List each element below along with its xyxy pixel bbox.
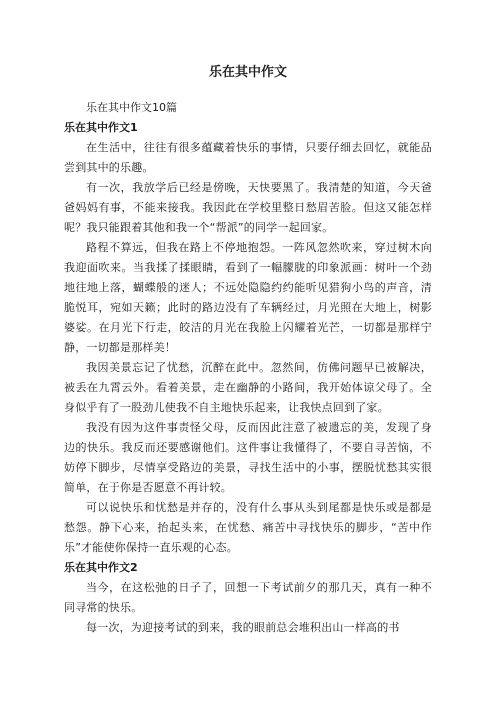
paragraph: 当今，在这松弛的日子了，回想一下考试前夕的那几天，真有一种不同寻常的快乐。 <box>64 581 432 614</box>
document-subtitle: 乐在其中作文10篇 <box>86 101 177 114</box>
paragraph: 在生活中，往往有很多蕴藏着快乐的事情，只要仔细去回忆，就能品尝到其中的乐趣。 <box>64 141 432 174</box>
paragraph: 每一次，为迎接考试的到来，我的眼前总会堆积出山一样高的书 <box>86 621 400 634</box>
paragraph: 我因美景忘记了忧愁，沉醉在此中。忽然间，仿佛问题早已被解决，被丢在九霄云外。看着美景，走在幽静的小路间，我开始体谅父母了。全身似乎有了一股劲儿使我不自主地快乐起来，让我快点回到了家。 <box>64 361 432 414</box>
paragraph: 有一次，我放学后已经是傍晚，天快要黑了。我清楚的知道，今天爸爸妈妈有事，不能来接我。我因此在学校里整日愁眉苦脸。但这又能怎样呢？我只能跟着其他和我一个“帮派”的同学一起回家。 <box>64 181 432 234</box>
section-1 <box>64 118 432 558</box>
section-heading: 乐在其中作文2 <box>64 561 138 574</box>
document-title: 乐在其中作文 <box>208 65 287 80</box>
section-heading: 乐在其中作文1 <box>64 121 138 134</box>
paragraph: 路程不算远，但我在路上不停地抱怨。一阵风忽然吹来，穿过树木向我迎面吹来。当我揉了揉眼睛，看到了一幅朦胧的印象派画：树叶一个劲地往地上落，蝴蝶般的迷人；不远处隐隐约约能听见猎狗小鸟的声音，清脆悦耳，宛如天籁；此时的路边没有了车辆经过，月光照在大地上，树影婆娑。在月光下行走，皎洁的月光在我脸上闪耀着光芒，一切都是那样宁静，一切都是那样美！ <box>64 241 432 354</box>
paragraph: 我没有因为这件事责怪父母，反而因此注意了被遗忘的美，发现了身边的快乐。我反而还要感谢他们。这件事让我懂得了，不要自寻苦恼，不妨停下脚步，尽情享受路边的美景，寻找生活中的小事，摆脱忧愁其实很简单，在于你是否愿意不再计较。 <box>64 421 432 494</box>
section-2 <box>64 558 432 638</box>
paragraph: 可以说快乐和忧愁是并存的，没有什么事从头到尾都是快乐或是都是愁怨。静下心来，抬起头来，在忧愁、痛苦中寻找快乐的脚步，“苦中作乐”才能使你保持一直乐观的心态。 <box>64 501 432 554</box>
